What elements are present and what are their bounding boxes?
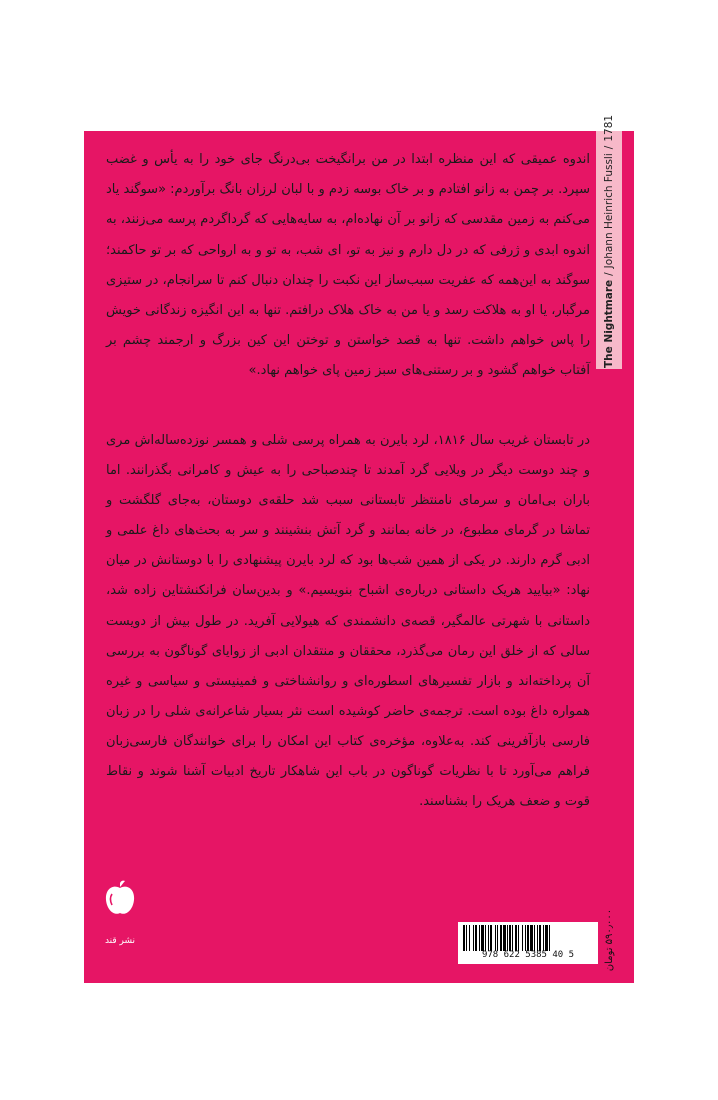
blurb-text — [106, 426, 590, 817]
barcode-bar — [512, 925, 513, 951]
spine-separator: / — [603, 272, 615, 276]
barcode-bar — [525, 925, 526, 951]
barcode-bar — [481, 925, 484, 951]
barcode-bar — [522, 925, 523, 951]
barcode-bar — [543, 925, 544, 951]
barcode-bar — [509, 925, 511, 951]
barcode-bar — [490, 925, 492, 951]
barcode-bar — [479, 925, 480, 951]
spine-author: Johann Heinrich Fussli — [603, 153, 615, 269]
isbn-barcode — [458, 922, 598, 964]
quote-excerpt — [106, 145, 590, 387]
barcode-bar — [495, 925, 496, 951]
barcode-bar — [475, 925, 477, 951]
barcode-bar — [518, 925, 519, 951]
barcode-bar — [537, 925, 538, 951]
barcode-bar — [463, 925, 465, 951]
barcode-bar — [485, 925, 486, 951]
spine-separator-2: / — [603, 145, 615, 150]
blurb-paragraph: در تابستان غریب سال ۱۸۱۶، لرد بایرن به همراه پرسی شلی و همسر نوزده‌ساله‌اش مری و چند دوست دیگر در ویلایی گرد آمدند تا چندصباحی را به عیش و کامرانی بگذرانند. اما باران بی‌امان و سرمای نامنتظر تابستانی سبب شد حلقه‌ی دوستان، به‌جای گلگشت و تماشا در گرمای مطبوع، در خانه بمانند و گرد آتش بنشینند و سر به بحث‌های داغ علمی و ادبی گرم دارند. در یکی از همین شب‌ها بود که لرد بایرن پیشنهادی را با دوستانش در میان نهاد: «بیایید هریک داستانی درباره‌ی اشباح بنویسیم.» و بدین‌سان فرانکنشتاین زاده شد، داستانی با شهرتی عالمگیر، قصه‌ی دانشمندی که هیولایی آفرید. در طول بیش از دویست سالی که از خلق این رمان می‌گذرد، محققان و منتقدان ادبی از زوایای گوناگون به بررسی آن پرداخته‌اند و بازار تفسیرهای اسطوره‌ای و روانشناختی و فمینیستی و سیاسی و غیره همواره داغ بوده است. ترجمه‌ی حاضر کوشیده است نثر بسیار شاعرانه‌ی شلی را در زبان فارسی بازآفرینی کند. به‌علاوه، مؤخره‌ی کتاب این امکان را برای خوانندگان فارسی‌زبان فراهم می‌آورد تا با نظریات گوناگون در باب این شاهکار تاریخ ادبیات آشنا شوند و نقاط قوت و ضعف هریک را بشناسند. — [106, 433, 590, 810]
barcode-bar — [488, 925, 489, 951]
barcode-bar — [527, 925, 529, 951]
quote-paragraph: اندوه عمیقی که این منظره ابتدا در من برانگیخت بی‌درنگ جای خود را به یأس و غضب سپرد. بر چمن به زانو افتادم و بر خاک بوسه زدم و با لبان لرزان بانگ برآوردم: «سوگند یاد می‌کنم به زمین مقدسی که زانو بر آن نهاده‌ام، به سایه‌هایی که گرداگردم پرسه می‌زنند، به اندوه ابدی و ژرفی که در دل دارم و نیز به تو، ای شب، به تو و به ارواحی که بر تو حاکمند؛ سوگند به این‌همه که عفریت سبب‌ساز این نکبت را چندان دنبال کنم تا سرانجام، در ستیزی مرگبار، یا او به هلاکت رسد و یا من به خاک هلاک درافتم. تنها به این انگیزه زندگانی خویش را پاس خواهم داشت. تنها به قصد خواستن و توختن این کین بزرگ و ارجمند چشم بر آفتاب خواهم گشود و بر رستنی‌های سبز زمین پای خواهم نهاد.» — [106, 152, 590, 379]
isbn-number: 978 622 5385 40 5 — [481, 950, 575, 960]
barcode-bar — [534, 925, 535, 951]
barcode-bar — [466, 925, 467, 951]
price-label: ۵۹۰٫۰۰۰ تومان — [604, 908, 615, 972]
barcode-bar — [497, 925, 498, 951]
barcode-bar — [515, 925, 517, 951]
barcode-bar — [530, 925, 533, 951]
publisher-name: نشر قند — [104, 936, 136, 946]
barcode-bar — [549, 925, 550, 951]
barcode-bar — [545, 925, 548, 951]
barcode-bar — [507, 925, 508, 951]
barcode-bar — [473, 925, 474, 951]
barcode-bar — [469, 925, 470, 951]
spine-label — [599, 114, 619, 368]
spine-title: The Nightmare — [603, 279, 615, 368]
spine-year: 1781 — [603, 114, 615, 142]
barcode-bar — [500, 925, 502, 951]
barcode-bar — [539, 925, 541, 951]
barcode-bars — [462, 925, 594, 951]
barcode-bar — [503, 925, 506, 951]
